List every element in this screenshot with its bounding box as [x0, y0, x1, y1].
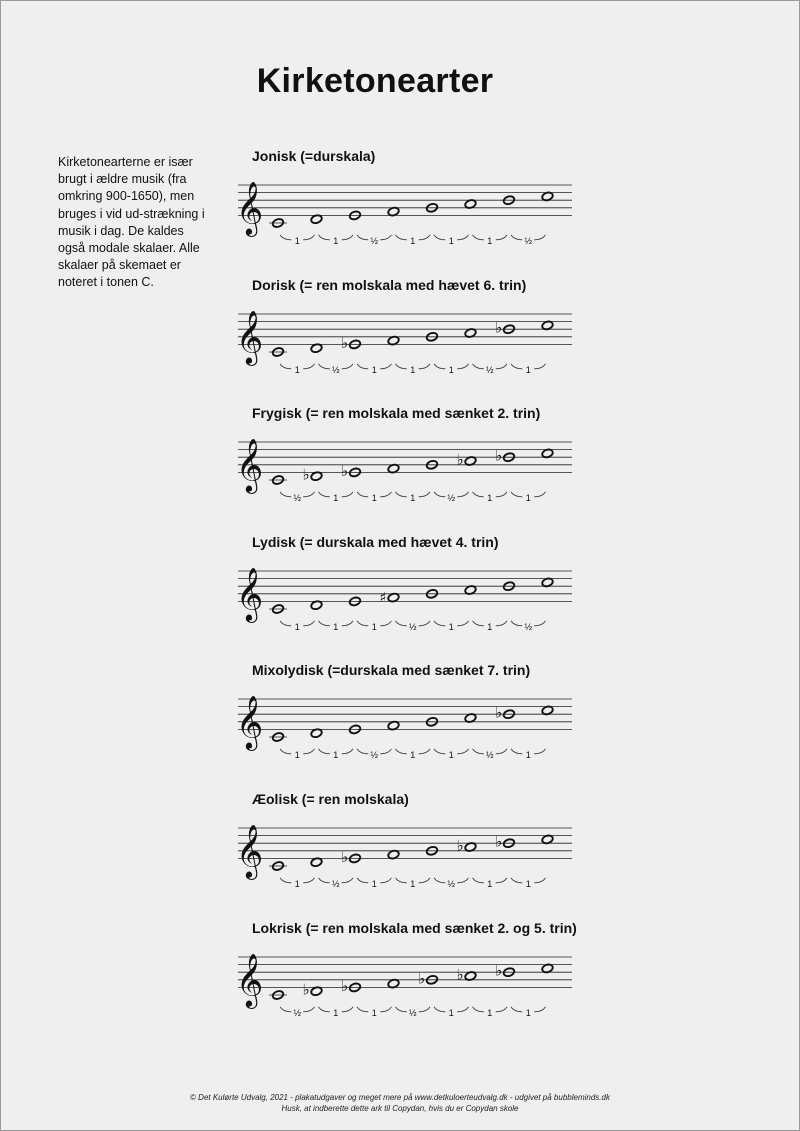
interval-label: 1 — [371, 621, 377, 632]
mode-title: Lokrisk (= ren molskala med sænket 2. og 5. trin) — [252, 919, 577, 936]
interval-label: 1 — [294, 621, 300, 632]
interval-label: 1 — [448, 621, 454, 632]
interval-label: ½ — [524, 621, 533, 632]
interval-label: 1 — [371, 878, 377, 889]
staff — [232, 808, 592, 888]
treble-clef-icon: 𝄞 — [236, 823, 264, 878]
flat-icon: ♭ — [418, 968, 426, 987]
mode-title: Jonisk (=durskala) — [252, 148, 376, 164]
interval-label: ½ — [331, 878, 340, 889]
interval-label: 1 — [448, 235, 454, 246]
interval-label: 1 — [525, 1007, 531, 1018]
mode-title: Lydisk (= durskala med hævet 4. trin) — [252, 533, 499, 550]
mode-title: Æolisk (= ren molskala) — [252, 791, 409, 807]
mode-title: Mixolydisk (=durskala med sænket 7. trin) — [252, 662, 531, 679]
flat-icon: ♭ — [495, 961, 503, 980]
interval-label: ½ — [370, 235, 379, 246]
flat-icon: ♭ — [495, 832, 503, 851]
flat-icon: ♭ — [302, 980, 310, 999]
sharp-icon: ♯ — [379, 589, 387, 606]
flat-icon: ♭ — [341, 976, 349, 995]
mode-title: Dorisk (= ren molskala med hævet 6. trin) — [252, 276, 527, 293]
interval-label: 1 — [333, 492, 339, 503]
interval-label: ½ — [447, 492, 456, 503]
interval-label: 1 — [333, 1007, 339, 1018]
interval-label: 1 — [294, 878, 300, 889]
interval-label: 1 — [294, 364, 300, 375]
interval-label: 1 — [410, 750, 416, 761]
interval-label: 1 — [487, 878, 493, 889]
interval-label: ½ — [293, 1007, 302, 1018]
intro-text: Kirketonearterne er især brugt i ældre musik (fra omkring 900-1650), men bruges i vid ud-strækning i musik i dag. De kaldes også modale skalaer. Alle skalaer på skemaet er noteret i tonen C. — [58, 155, 205, 290]
interval-label: 1 — [525, 492, 531, 503]
flat-icon: ♭ — [495, 318, 503, 337]
interval-label: 1 — [525, 878, 531, 889]
staff — [232, 937, 592, 1017]
flat-icon: ♭ — [341, 847, 349, 866]
interval-label: ½ — [408, 621, 417, 632]
interval-label: 1 — [448, 750, 454, 761]
treble-clef-icon: 𝄞 — [236, 566, 264, 621]
treble-clef-icon: 𝄞 — [236, 308, 264, 363]
interval-label: 1 — [294, 235, 300, 246]
interval-label: 1 — [525, 364, 531, 375]
interval-label: ½ — [447, 878, 456, 889]
interval-label: ½ — [370, 750, 379, 761]
interval-label: 1 — [448, 1007, 454, 1018]
interval-label: ½ — [485, 750, 494, 761]
flat-icon: ♭ — [456, 836, 464, 855]
footer-copyright: © Det Kulørte Udvalg, 2021 - plakatudgaver og meget mere på www.detkuloerteudvalg.dk - udgivet på bubbleminds.dk — [190, 1093, 610, 1102]
treble-clef-icon: 𝄞 — [236, 951, 264, 1006]
flat-icon: ♭ — [341, 333, 349, 352]
interval-label: ½ — [293, 492, 302, 503]
interval-label: 1 — [371, 492, 377, 503]
flat-icon: ♭ — [341, 462, 349, 481]
interval-label: 1 — [410, 878, 416, 889]
interval-label: 1 — [448, 364, 454, 375]
flat-icon: ♭ — [456, 450, 464, 469]
interval-label: ½ — [331, 364, 340, 375]
flat-icon: ♭ — [495, 704, 503, 723]
footer-copydan-note: Husk, at indberette dette ark til Copydan, hvis du er Copydan skole — [281, 1104, 519, 1113]
interval-label: ½ — [524, 235, 533, 246]
interval-label: ½ — [485, 364, 494, 375]
interval-label: 1 — [487, 1007, 493, 1018]
staff — [232, 165, 592, 245]
treble-clef-icon: 𝄞 — [236, 694, 264, 749]
interval-label: 1 — [333, 750, 339, 761]
staff — [232, 551, 592, 631]
interval-label: 1 — [294, 750, 300, 761]
page-title: Kirketonearter — [256, 62, 494, 100]
interval-label: 1 — [487, 235, 493, 246]
staff — [232, 422, 592, 502]
flat-icon: ♭ — [456, 965, 464, 984]
interval-label: 1 — [333, 235, 339, 246]
staff — [232, 679, 592, 759]
interval-label: 1 — [371, 364, 377, 375]
interval-label: 1 — [410, 492, 416, 503]
interval-label: 1 — [487, 621, 493, 632]
interval-label: 1 — [410, 235, 416, 246]
interval-label: 1 — [333, 621, 339, 632]
interval-label: 1 — [525, 750, 531, 761]
interval-label: 1 — [487, 492, 493, 503]
treble-clef-icon: 𝄞 — [236, 180, 264, 235]
treble-clef-icon: 𝄞 — [236, 437, 264, 492]
flat-icon: ♭ — [495, 446, 503, 465]
interval-label: 1 — [371, 1007, 377, 1018]
staff — [232, 294, 592, 374]
mode-title: Frygisk (= ren molskala med sænket 2. trin) — [252, 405, 541, 422]
flat-icon: ♭ — [302, 465, 310, 484]
interval-label: ½ — [408, 1007, 417, 1018]
interval-label: 1 — [410, 364, 416, 375]
